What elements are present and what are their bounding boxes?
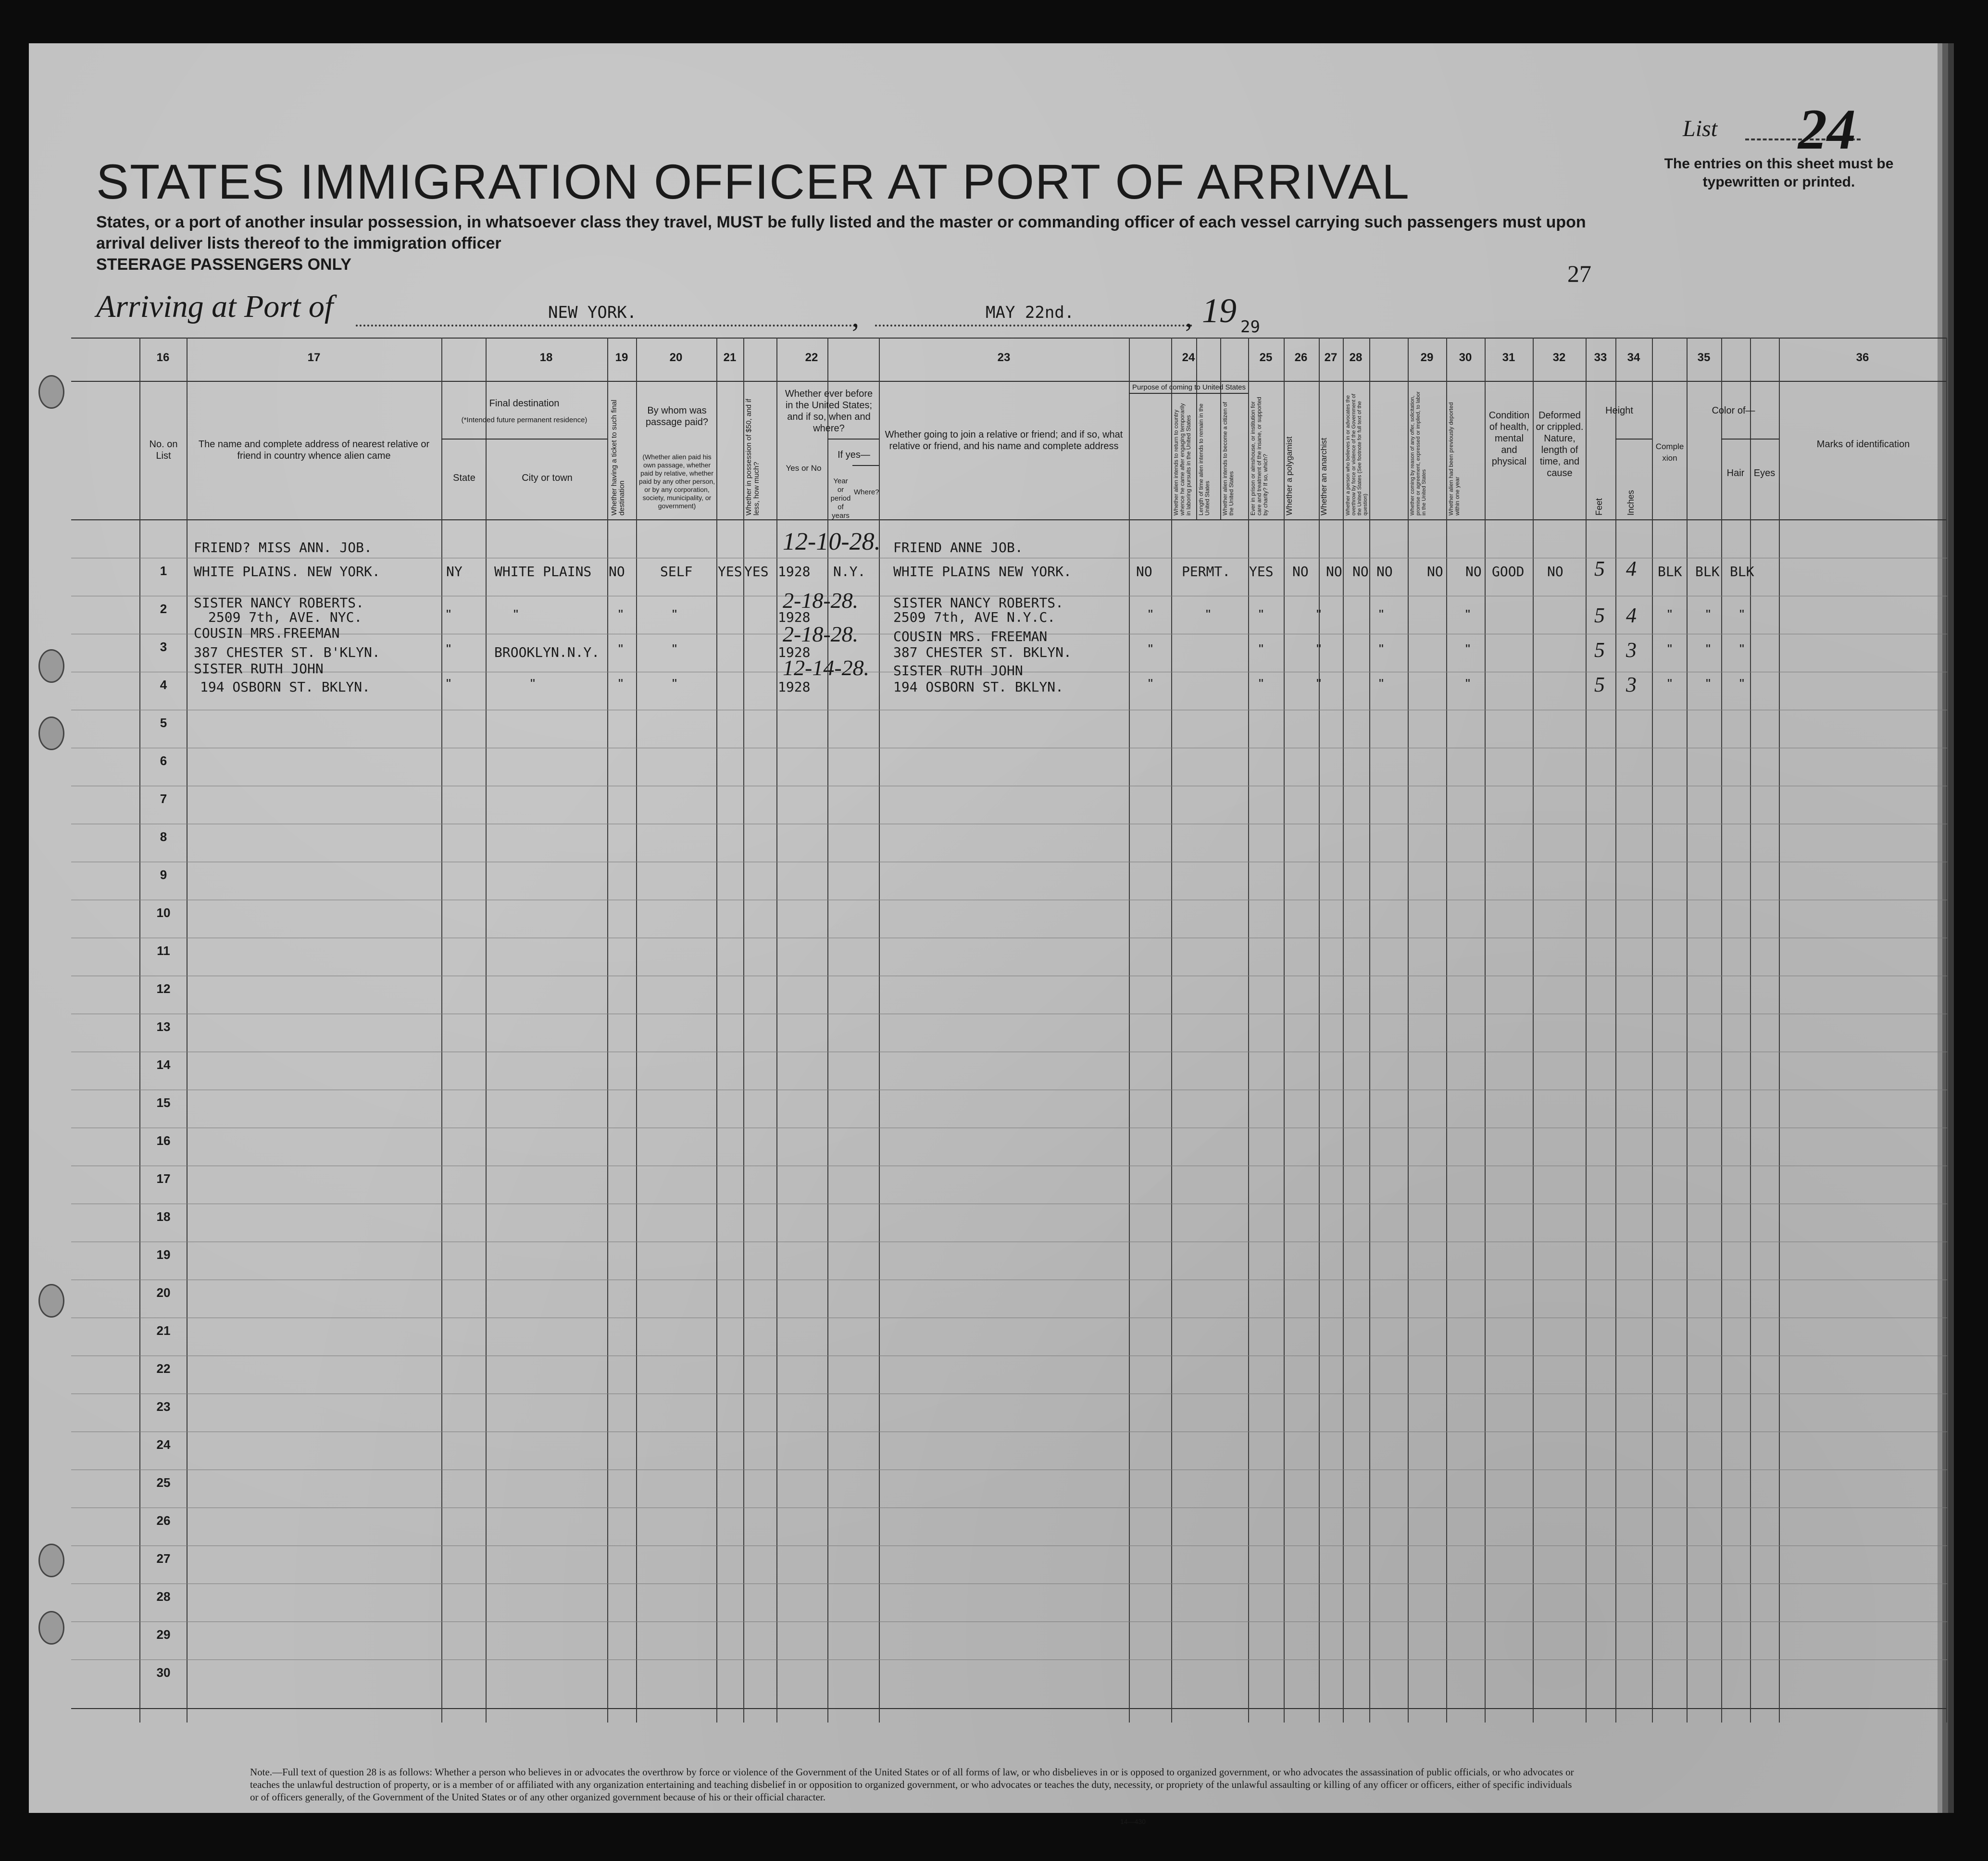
row-number: 18 [156,1209,171,1224]
row3-ditto: " [1739,641,1744,656]
row1-relative-address: WHITE PLAINS. NEW YORK. [194,564,380,579]
hdr-deported: Whether alien had been previously deported within one year [1448,402,1461,516]
row1-relative-name: FRIEND? MISS ANN. JOB. [194,540,372,555]
hdr-inches: Inches [1626,490,1636,516]
col-number: 30 [1459,351,1472,364]
row-number: 5 [160,716,167,730]
hdr-no-on-list: No. on List [149,439,178,461]
row1-feet: 5 [1594,557,1605,580]
row2-handwritten-date: 2-18-28. [783,588,859,613]
row-number: 26 [156,1513,171,1528]
row-number: 4 [160,678,167,692]
row-number: 25 [156,1475,171,1490]
hdr-purpose-citizen: Whether alien intends to become a citizen of the United States [1222,402,1235,516]
row-number: 22 [156,1361,171,1376]
row-number: 30 [156,1665,171,1680]
date-line [875,325,1192,327]
hdr-ticket: Whether having a ticket to such final destination [610,400,626,516]
col-rule [1343,338,1344,1723]
col-rule [1220,338,1221,519]
row4-ditto: " [1739,676,1744,691]
col-rule [1779,338,1780,1723]
hdr-state: State [453,473,475,483]
row1-hair: BLK [1695,564,1720,579]
row1-deformed: NO [1547,564,1563,579]
row2-join-address: 2509 7th, AVE N.Y.C. [893,609,1056,625]
col-rule [441,338,442,1723]
hdr-overthrow: Whether a person who believes in or advocates the overthrow by force or violence of the Government of the United States (See footnote for full text of the question) [1345,393,1368,516]
row1-paid-by: SELF [660,564,693,579]
year-suffix: 29 [1240,317,1260,337]
hdr-year: Year or period of years [830,477,851,520]
row-number: 21 [156,1323,171,1338]
row4-feet: 5 [1594,673,1605,696]
row-number: 27 [156,1551,171,1566]
col-number: 27 [1324,351,1338,364]
row-number: 8 [160,830,167,844]
row3-join-address: 387 CHESTER ST. BKLYN. [893,644,1072,660]
row2-year: 1928 [778,609,811,625]
row1-offer: NO [1427,564,1443,579]
row2-ditto: " [1379,607,1384,622]
row1-overthrow: NO [1376,564,1393,579]
punch-hole [38,1611,64,1645]
rule [71,519,1947,520]
row4-ditto: " [446,676,451,691]
hdr-polygamist: Whether a polygamist [1285,436,1294,516]
row3-ditto: " [618,641,623,656]
row3-ditto: " [1379,641,1384,656]
hdr-city: City or town [522,473,573,483]
col-number: 18 [539,351,553,364]
row2-feet: 5 [1594,604,1605,627]
row3-ditto: " [672,641,677,656]
row2-ditto: " [1465,607,1470,622]
col-number: 28 [1349,351,1363,364]
row-number: 29 [156,1627,171,1642]
row4-year: 1928 [778,679,811,695]
row3-ditto: " [446,641,451,656]
col-rule [1129,338,1130,1723]
col-rule [1196,338,1197,519]
row1-join-address: WHITE PLAINS NEW YORK. [893,564,1072,579]
row2-ditto: " [1739,607,1744,622]
hdr-yes-no: Yes or No [786,464,822,473]
col-rule [1284,338,1285,1723]
hdr-hair: Hair [1726,468,1745,478]
row-number: 11 [157,943,170,958]
row-number: 13 [156,1019,171,1034]
hdr-color-of: Color of— [1712,405,1755,416]
date-comma: , [1185,301,1192,333]
row2-ditto: " [1706,607,1711,622]
col-number: 32 [1552,351,1566,364]
row4-ditto: " [530,676,535,691]
hdr-if-yes: If yes— [838,450,870,460]
row2-ditto: " [1148,607,1153,622]
col-number: 35 [1697,351,1711,364]
row4-handwritten-date: 12-14-28. [783,655,870,680]
row-number: 17 [156,1171,171,1186]
rule [71,1708,1947,1709]
hdr-height: Height [1605,405,1633,416]
row-number: 1 [160,564,167,578]
row1-return: NO [1136,564,1152,579]
hdr-money: Whether in possession of $50, and if less, how much? [745,399,761,516]
row3-city: BROOKLYN.N.Y. [494,644,600,660]
row-number: 24 [156,1437,171,1452]
footnote: Note.—Full text of question 28 is as follows: Whether a person who believes in or advocates the overthrow by force or violence of the Government of the United States or of all forms of law, or who disbelieves in or is opposed to organized government, or who advocates the assassination of public officials, or who advocates or teaches the unlawful destruction of property, or is a member of or affiliated with any organization entertaining and teaching disbelief in or opposition to organized government, or who advocates or teaches the duty, necessity, or propriety of the unlawful assaulting or killing of any officer or officers, either of specific individuals or of officers generally, of the Government of the United States or of any other organized government because of his or their official character. [250,1766,1574,1803]
row4-join-name: SISTER RUTH JOHN [893,663,1023,679]
date-value: MAY 22nd. [986,303,1075,322]
col-number: 34 [1627,351,1640,364]
hdr-marks: Marks of identification [1816,439,1910,450]
hdr-purpose-return: Whether alien intends to return to country whence he came after engaging temporarily in laboring pursuits in the United States [1173,403,1192,516]
rule [827,439,879,440]
row3-ditto: " [1465,641,1470,656]
hdr-health: Condition of health, mental and physical [1488,410,1530,467]
row2-ditto: " [513,607,518,622]
row1-join-name: FRIEND ANNE JOB. [893,540,1023,555]
page-subtitle [96,212,1635,275]
row4-ditto: " [1465,676,1470,691]
punch-hole [38,1284,64,1318]
year-prefix: 19 [1202,291,1237,330]
hdr-offer-labor: Whether coming by reason of any offer, solicitation, promise or agreement, expressed or implied, to labor in the United States [1410,391,1427,516]
row4-ditto: " [618,676,623,691]
punch-hole [38,1544,64,1577]
row-number: 20 [156,1285,171,1300]
row1-complexion: BLK [1658,564,1682,579]
col-rule [1369,338,1370,1723]
rule [1615,439,1652,440]
row1-city: WHITE PLAINS [494,564,592,579]
col-number: 25 [1259,351,1273,364]
row-number: 23 [156,1399,171,1414]
row4-join-address: 194 OSBORN ST. BKLYN. [893,679,1064,695]
hdr-where: Where? [854,488,879,496]
row1-health: GOOD [1492,564,1525,579]
col-rule [607,338,608,1723]
punch-hole [38,717,64,750]
rule [1721,439,1779,440]
hdr-join-relative: Whether going to join a relative or friend; and if so, what relative or friend, and his name and complete address [885,429,1123,452]
hdr-before-in-us: Whether ever before in the United States; and if so, when and where? [785,389,873,434]
col-rule [1248,338,1249,1723]
col-rule [1485,338,1486,1723]
hdr-complexion: Complexion [1655,442,1684,463]
row-number: 14 [156,1057,171,1072]
row-number: 9 [160,868,167,882]
col-number: 24 [1182,351,1195,364]
hdr-purpose: Purpose of coming to United States [1132,383,1246,391]
subtitle-instructions: States, or a port of another insular possession, in whatsoever class they travel, MUST be fully listed and the master or commanding officer of each vessel carrying such passengers must upon arrival deliver lists thereof to the immigration officer [96,213,1586,252]
row2-ditto: " [446,607,451,622]
row2-ditto: " [1316,607,1321,622]
punch-hole [38,649,64,683]
row3-ditto: " [1706,641,1711,656]
row2-inches: 4 [1626,604,1637,627]
row1-before: YES [744,564,769,579]
col-rule [1446,338,1447,1723]
rule [441,439,607,440]
row3-ditto: " [1316,641,1321,656]
row3-relative-name: COUSIN MRS.FREEMAN [194,625,340,641]
hdr-prison: Ever in prison or almshouse, or institution for care and treatment of the insane, or supported by charity? If so, which? [1250,397,1269,516]
hdr-passage-paid-note: (Whether alien paid his own passage, whether paid by relative, whether paid by any other person, or by any corporation, society, municipality, or government) [639,453,715,510]
hdr-feet: Feet [1594,498,1604,516]
col-rule [743,338,744,1723]
hdr-purpose-length: Length of time alien intends to remain in the United States [1198,403,1211,516]
row1-length: PERMT. [1182,564,1231,579]
row4-relative-name: SISTER RUTH JOHN [194,661,324,677]
row3-year: 1928 [778,644,811,660]
hdr-relative: The name and complete address of nearest relative or friend in country whence alien came [198,439,430,461]
row4-relative-address: 194 OSBORN ST. BKLYN. [200,679,371,695]
port-comma: , [852,301,859,333]
col-rule [1171,338,1172,1723]
sheet-code: 27 [1567,260,1591,287]
row3-handwritten-date: 2-18-28. [783,622,859,646]
col-rule [1319,338,1320,1723]
row3-ditto: " [1667,641,1672,656]
form-code: 14—430 [1120,1818,1146,1825]
col-rule [716,338,717,1723]
row1-anarchist: NO [1352,564,1369,579]
col-number: 21 [723,351,737,364]
row1-polygamist: NO [1326,564,1342,579]
punch-hole [38,375,64,409]
hdr-final-destination-note: (*Intended future permanent residence) [461,416,588,424]
row1-handwritten-date: 12-10-28. [783,528,881,555]
col-number: 33 [1594,351,1607,364]
col-number: 16 [156,351,170,364]
row1-inches: 4 [1626,557,1637,580]
row1-money: YES [718,564,742,579]
row-number: 6 [160,754,167,768]
row-number: 12 [156,981,171,996]
col-rule [1721,338,1722,1723]
row1-year: 1928 [778,564,811,579]
port-line [356,325,856,327]
col-number: 17 [307,351,321,364]
col-rule [1687,338,1688,1723]
subtitle-steerage: STEERAGE PASSENGERS ONLY [96,255,351,274]
page-title: STATES IMMIGRATION OFFICER AT PORT OF ARRIVAL [96,154,1410,209]
row4-ditto: " [1667,676,1672,691]
list-number-handwritten: 24 [1798,97,1856,161]
col-rule [1652,338,1653,1723]
list-label: List [1683,116,1718,141]
col-rule [1586,338,1587,1723]
col-number: 29 [1420,351,1434,364]
col-rule [1533,338,1534,1723]
row2-ditto: " [618,607,623,622]
row3-ditto: " [1148,641,1153,656]
row-number: 2 [160,602,167,616]
col-rule [636,338,637,1723]
hdr-deformed: Deformed or crippled. Nature, length of time, and cause [1536,410,1584,478]
row3-relative-address: 387 CHESTER ST. B'KLYN. [194,644,380,660]
col-rule [1408,338,1409,1723]
col-rule [139,338,140,1723]
rule [852,465,879,466]
arriving-label: Arriving at Port of [96,289,334,324]
manifest-table [71,338,1947,1723]
col-rule [1750,338,1751,1723]
manifest-sheet [29,43,1938,1825]
col-number: 36 [1856,351,1869,364]
row1-state: NY [446,564,463,579]
row-number: 3 [160,640,167,654]
col-rule [187,338,188,1723]
hdr-eyes: Eyes [1753,468,1775,478]
row3-ditto: " [1259,641,1263,656]
row-number: 28 [156,1589,171,1604]
row3-feet: 5 [1594,638,1605,662]
col-rule [1615,338,1616,1723]
row2-relative-name: SISTER NANCY ROBERTS. [194,595,364,611]
row4-ditto: " [1148,676,1153,691]
row4-inches: 3 [1626,673,1637,696]
row4-ditto: " [1379,676,1384,691]
row3-join-name: COUSIN MRS. FREEMAN [893,629,1048,644]
row1-citizen: YES [1249,564,1274,579]
col-number: 23 [997,351,1011,364]
row2-ditto: " [1667,607,1672,622]
hdr-anarchist: Whether an anarchist [1319,438,1328,516]
row2-ditto: " [672,607,677,622]
col-number: 26 [1294,351,1308,364]
col-number: 19 [615,351,628,364]
row1-ticket: NO [609,564,625,579]
col-rule [486,338,487,1723]
row1-prison: NO [1292,564,1309,579]
row2-ditto: " [1206,607,1211,622]
port-value: NEW YORK. [548,303,637,322]
row1-deported: NO [1465,564,1482,579]
col-number: 31 [1502,351,1515,364]
typewritten-note: The entries on this sheet must be typewritten or printed. [1664,156,1894,190]
row-number: 16 [156,1133,171,1148]
row-number: 19 [156,1247,171,1262]
row4-ditto: " [1316,676,1321,691]
row3-inches: 3 [1626,638,1637,662]
row2-relative-address: 2509 7th, AVE. NYC. [208,609,363,625]
col-rule [776,338,777,1723]
row4-ditto: " [672,676,677,691]
row1-eyes: BLK [1730,564,1754,579]
row-number: 7 [160,792,167,806]
row2-ditto: " [1259,607,1263,622]
rule [71,338,1947,339]
hdr-final-destination: Final destination [489,398,560,409]
hdr-passage-paid: By whom was passage paid? [645,405,709,428]
rule [71,381,1947,382]
row4-ditto: " [1706,676,1711,691]
row4-ditto: " [1259,676,1263,691]
col-rule [1946,338,1947,1723]
col-number: 20 [669,351,683,364]
row2-join-name: SISTER NANCY ROBERTS. [893,595,1064,611]
row-number: 15 [156,1095,171,1110]
row-number: 10 [156,905,171,920]
col-number: 22 [805,351,818,364]
row1-where: N.Y. [833,564,866,579]
